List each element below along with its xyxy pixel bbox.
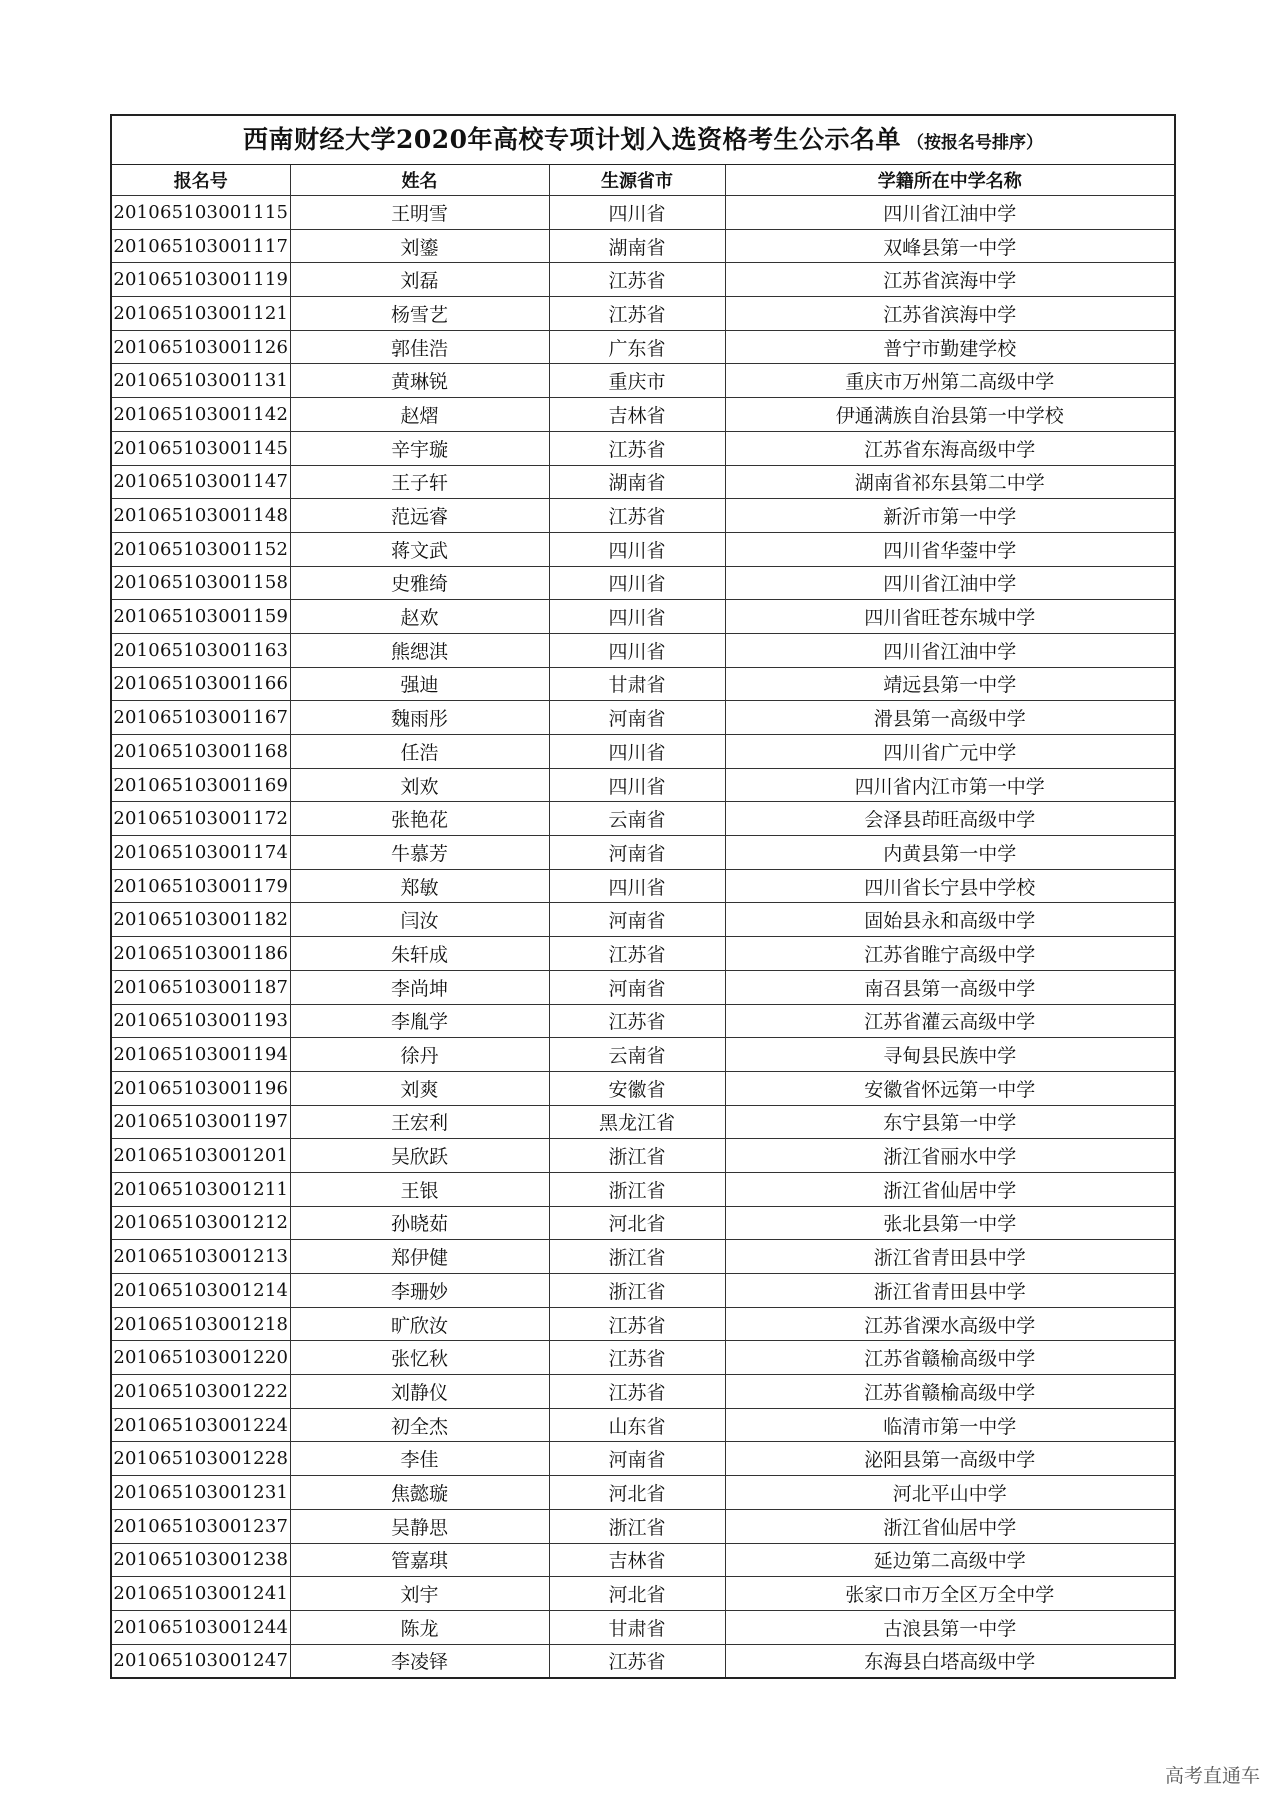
name-cell: 朱轩成 — [290, 937, 549, 971]
table-row — [112, 768, 1174, 802]
province-cell: 江苏省 — [549, 1341, 725, 1375]
name-cell: 张忆秋 — [290, 1341, 549, 1375]
province-cell: 云南省 — [549, 802, 725, 836]
school-cell: 泌阳县第一高级中学 — [725, 1442, 1174, 1476]
province-cell: 江苏省 — [549, 297, 725, 331]
school-cell: 浙江省丽水中学 — [725, 1139, 1174, 1173]
province-cell: 广东省 — [549, 330, 725, 364]
province-cell: 江苏省 — [549, 431, 725, 465]
document-title: 西南财经大学2020年高校专项计划入选资格考生公示名单 — [242, 125, 902, 154]
registration-number-cell: 201065103001182 — [112, 903, 290, 937]
registration-number-cell: 201065103001119 — [112, 263, 290, 297]
registration-number-cell: 201065103001169 — [112, 768, 290, 802]
province-cell: 河南省 — [549, 903, 725, 937]
province-cell: 江苏省 — [549, 1307, 725, 1341]
name-cell: 刘静仪 — [290, 1375, 549, 1409]
school-cell: 江苏省东海高级中学 — [725, 431, 1174, 465]
school-cell: 四川省江油中学 — [725, 566, 1174, 600]
registration-number-cell: 201065103001179 — [112, 869, 290, 903]
registration-number-cell: 201065103001193 — [112, 1004, 290, 1038]
school-cell: 内黄县第一中学 — [725, 836, 1174, 870]
table-row — [112, 1577, 1174, 1611]
table-row — [112, 1274, 1174, 1308]
school-cell: 江苏省溧水高级中学 — [725, 1307, 1174, 1341]
table-row — [112, 869, 1174, 903]
registration-number-cell: 201065103001172 — [112, 802, 290, 836]
province-cell: 山东省 — [549, 1408, 725, 1442]
province-cell: 江苏省 — [549, 1004, 725, 1038]
table-row — [112, 330, 1174, 364]
school-cell: 浙江省仙居中学 — [725, 1509, 1174, 1543]
registration-number-cell: 201065103001228 — [112, 1442, 290, 1476]
registration-number-cell: 201065103001214 — [112, 1274, 290, 1308]
registration-number-cell: 201065103001115 — [112, 196, 290, 230]
registration-number-cell: 201065103001247 — [112, 1644, 290, 1677]
school-cell: 四川省广元中学 — [725, 735, 1174, 769]
name-cell: 王宏利 — [290, 1105, 549, 1139]
school-cell: 湖南省祁东县第二中学 — [725, 465, 1174, 499]
table-row — [112, 1307, 1174, 1341]
table-row — [112, 398, 1174, 432]
registration-number-cell: 201065103001145 — [112, 431, 290, 465]
school-cell: 重庆市万州第二高级中学 — [725, 364, 1174, 398]
registration-number-cell: 201065103001166 — [112, 667, 290, 701]
table-row — [112, 970, 1174, 1004]
province-cell: 浙江省 — [549, 1139, 725, 1173]
name-cell: 焦懿璇 — [290, 1476, 549, 1510]
registration-number-cell: 201065103001167 — [112, 701, 290, 735]
table-row — [112, 1476, 1174, 1510]
name-cell: 郑敏 — [290, 869, 549, 903]
school-cell: 会泽县茚旺高级中学 — [725, 802, 1174, 836]
candidate-table — [112, 165, 1174, 1677]
school-cell: 滑县第一高级中学 — [725, 701, 1174, 735]
registration-number-cell: 201065103001131 — [112, 364, 290, 398]
table-row — [112, 701, 1174, 735]
table-row — [112, 1341, 1174, 1375]
name-cell: 王银 — [290, 1172, 549, 1206]
province-cell: 四川省 — [549, 869, 725, 903]
province-cell: 江苏省 — [549, 499, 725, 533]
name-cell: 李尚坤 — [290, 970, 549, 1004]
name-cell: 管嘉琪 — [290, 1543, 549, 1577]
province-cell: 浙江省 — [549, 1172, 725, 1206]
name-cell: 刘爽 — [290, 1071, 549, 1105]
school-cell: 临清市第一中学 — [725, 1408, 1174, 1442]
registration-number-cell: 201065103001158 — [112, 566, 290, 600]
name-cell: 吴欣跃 — [290, 1139, 549, 1173]
registration-number-cell: 201065103001218 — [112, 1307, 290, 1341]
school-cell: 江苏省滨海中学 — [725, 263, 1174, 297]
header-province: 生源省市 — [549, 165, 725, 196]
name-cell: 熊缌淇 — [290, 633, 549, 667]
name-cell: 王子轩 — [290, 465, 549, 499]
school-cell: 古浪县第一中学 — [725, 1610, 1174, 1644]
province-cell: 江苏省 — [549, 937, 725, 971]
name-cell: 陈龙 — [290, 1610, 549, 1644]
registration-number-cell: 201065103001147 — [112, 465, 290, 499]
school-cell: 四川省长宁县中学校 — [725, 869, 1174, 903]
registration-number-cell: 201065103001224 — [112, 1408, 290, 1442]
admission-list-sheet — [110, 114, 1176, 1679]
table-row — [112, 1375, 1174, 1409]
table-row — [112, 229, 1174, 263]
province-cell: 云南省 — [549, 1038, 725, 1072]
table-row — [112, 633, 1174, 667]
registration-number-cell: 201065103001238 — [112, 1543, 290, 1577]
school-cell: 浙江省青田县中学 — [725, 1274, 1174, 1308]
registration-number-cell: 201065103001220 — [112, 1341, 290, 1375]
table-row — [112, 1004, 1174, 1038]
registration-number-cell: 201065103001212 — [112, 1206, 290, 1240]
school-cell: 东海县白塔高级中学 — [725, 1644, 1174, 1677]
name-cell: 刘宇 — [290, 1577, 549, 1611]
school-cell: 四川省内江市第一中学 — [725, 768, 1174, 802]
table-row — [112, 431, 1174, 465]
school-cell: 靖远县第一中学 — [725, 667, 1174, 701]
province-cell: 湖南省 — [549, 465, 725, 499]
name-cell: 李佳 — [290, 1442, 549, 1476]
province-cell: 四川省 — [549, 600, 725, 634]
table-row — [112, 1206, 1174, 1240]
table-row — [112, 1644, 1174, 1677]
table-row — [112, 1071, 1174, 1105]
school-cell: 寻甸县民族中学 — [725, 1038, 1174, 1072]
table-row — [112, 196, 1174, 230]
school-cell: 张家口市万全区万全中学 — [725, 1577, 1174, 1611]
province-cell: 四川省 — [549, 196, 725, 230]
province-cell: 湖南省 — [549, 229, 725, 263]
table-row — [112, 1408, 1174, 1442]
name-cell: 赵欢 — [290, 600, 549, 634]
watermark: 高考直通车 — [1164, 1765, 1260, 1787]
province-cell: 河北省 — [549, 1206, 725, 1240]
province-cell: 浙江省 — [549, 1509, 725, 1543]
name-cell: 刘欢 — [290, 768, 549, 802]
table-row — [112, 903, 1174, 937]
name-cell: 杨雪艺 — [290, 297, 549, 331]
name-cell: 闫汝 — [290, 903, 549, 937]
table-row — [112, 1105, 1174, 1139]
name-cell: 辛宇璇 — [290, 431, 549, 465]
table-row — [112, 1240, 1174, 1274]
province-cell: 江苏省 — [549, 263, 725, 297]
name-cell: 牛慕芳 — [290, 836, 549, 870]
table-row — [112, 802, 1174, 836]
name-cell: 孙晓茹 — [290, 1206, 549, 1240]
province-cell: 江苏省 — [549, 1375, 725, 1409]
table-row — [112, 1543, 1174, 1577]
name-cell: 徐丹 — [290, 1038, 549, 1072]
registration-number-cell: 201065103001237 — [112, 1509, 290, 1543]
name-cell: 蒋文武 — [290, 532, 549, 566]
province-cell: 浙江省 — [549, 1240, 725, 1274]
province-cell: 四川省 — [549, 768, 725, 802]
school-cell: 江苏省滨海中学 — [725, 297, 1174, 331]
name-cell: 旷欣汝 — [290, 1307, 549, 1341]
name-cell: 张艳花 — [290, 802, 549, 836]
name-cell: 刘鎏 — [290, 229, 549, 263]
province-cell: 河南省 — [549, 970, 725, 1004]
name-cell: 李珊妙 — [290, 1274, 549, 1308]
school-cell: 四川省江油中学 — [725, 196, 1174, 230]
name-cell: 王明雪 — [290, 196, 549, 230]
school-cell: 江苏省赣榆高级中学 — [725, 1375, 1174, 1409]
school-cell: 四川省旺苍东城中学 — [725, 600, 1174, 634]
table-row — [112, 465, 1174, 499]
province-cell: 重庆市 — [549, 364, 725, 398]
name-cell: 吴静思 — [290, 1509, 549, 1543]
registration-number-cell: 201065103001126 — [112, 330, 290, 364]
school-cell: 固始县永和高级中学 — [725, 903, 1174, 937]
province-cell: 河南省 — [549, 836, 725, 870]
registration-number-cell: 201065103001168 — [112, 735, 290, 769]
province-cell: 四川省 — [549, 532, 725, 566]
province-cell: 四川省 — [549, 633, 725, 667]
header-school: 学籍所在中学名称 — [725, 165, 1174, 196]
table-header-row — [112, 165, 1174, 196]
province-cell: 四川省 — [549, 735, 725, 769]
table-row — [112, 532, 1174, 566]
table-row — [112, 1442, 1174, 1476]
province-cell: 江苏省 — [549, 1644, 725, 1677]
table-row — [112, 836, 1174, 870]
province-cell: 浙江省 — [549, 1274, 725, 1308]
name-cell: 初全杰 — [290, 1408, 549, 1442]
document-subtitle: （按报名号排序） — [907, 133, 1044, 153]
registration-number-cell: 201065103001187 — [112, 970, 290, 1004]
table-row — [112, 364, 1174, 398]
name-cell: 范远睿 — [290, 499, 549, 533]
school-cell: 江苏省赣榆高级中学 — [725, 1341, 1174, 1375]
registration-number-cell: 201065103001186 — [112, 937, 290, 971]
school-cell: 江苏省睢宁高级中学 — [725, 937, 1174, 971]
header-registration-number: 报名号 — [112, 165, 290, 196]
school-cell: 四川省江油中学 — [725, 633, 1174, 667]
name-cell: 强迪 — [290, 667, 549, 701]
table-row — [112, 263, 1174, 297]
school-cell: 江苏省灌云高级中学 — [725, 1004, 1174, 1038]
province-cell: 安徽省 — [549, 1071, 725, 1105]
school-cell: 双峰县第一中学 — [725, 229, 1174, 263]
table-row — [112, 667, 1174, 701]
school-cell: 普宁市勤建学校 — [725, 330, 1174, 364]
table-row — [112, 1509, 1174, 1543]
province-cell: 甘肃省 — [549, 1610, 725, 1644]
registration-number-cell: 201065103001231 — [112, 1476, 290, 1510]
table-row — [112, 297, 1174, 331]
registration-number-cell: 201065103001201 — [112, 1139, 290, 1173]
name-cell: 魏雨彤 — [290, 701, 549, 735]
registration-number-cell: 201065103001121 — [112, 297, 290, 331]
registration-number-cell: 201065103001213 — [112, 1240, 290, 1274]
school-cell: 延边第二高级中学 — [725, 1543, 1174, 1577]
province-cell: 河北省 — [549, 1577, 725, 1611]
registration-number-cell: 201065103001194 — [112, 1038, 290, 1072]
table-row — [112, 499, 1174, 533]
school-cell: 张北县第一中学 — [725, 1206, 1174, 1240]
school-cell: 浙江省仙居中学 — [725, 1172, 1174, 1206]
name-cell: 任浩 — [290, 735, 549, 769]
registration-number-cell: 201065103001244 — [112, 1610, 290, 1644]
province-cell: 吉林省 — [549, 1543, 725, 1577]
name-cell: 赵熠 — [290, 398, 549, 432]
registration-number-cell: 201065103001196 — [112, 1071, 290, 1105]
name-cell: 史雅绮 — [290, 566, 549, 600]
table-row — [112, 1139, 1174, 1173]
school-cell: 新沂市第一中学 — [725, 499, 1174, 533]
province-cell: 河南省 — [549, 701, 725, 735]
table-row — [112, 1038, 1174, 1072]
table-row — [112, 1610, 1174, 1644]
table-row — [112, 600, 1174, 634]
table-row — [112, 735, 1174, 769]
registration-number-cell: 201065103001222 — [112, 1375, 290, 1409]
school-cell: 浙江省青田县中学 — [725, 1240, 1174, 1274]
school-cell: 四川省华蓥中学 — [725, 532, 1174, 566]
province-cell: 甘肃省 — [549, 667, 725, 701]
province-cell: 黑龙江省 — [549, 1105, 725, 1139]
table-row — [112, 566, 1174, 600]
table-row — [112, 1172, 1174, 1206]
registration-number-cell: 201065103001117 — [112, 229, 290, 263]
name-cell: 郑伊健 — [290, 1240, 549, 1274]
province-cell: 河北省 — [549, 1476, 725, 1510]
school-cell: 东宁县第一中学 — [725, 1105, 1174, 1139]
header-name: 姓名 — [290, 165, 549, 196]
province-cell: 河南省 — [549, 1442, 725, 1476]
registration-number-cell: 201065103001241 — [112, 1577, 290, 1611]
registration-number-cell: 201065103001163 — [112, 633, 290, 667]
registration-number-cell: 201065103001174 — [112, 836, 290, 870]
name-cell: 郭佳浩 — [290, 330, 549, 364]
name-cell: 李胤学 — [290, 1004, 549, 1038]
registration-number-cell: 201065103001152 — [112, 532, 290, 566]
registration-number-cell: 201065103001211 — [112, 1172, 290, 1206]
school-cell: 河北平山中学 — [725, 1476, 1174, 1510]
table-row — [112, 937, 1174, 971]
school-cell: 南召县第一高级中学 — [725, 970, 1174, 1004]
registration-number-cell: 201065103001197 — [112, 1105, 290, 1139]
province-cell: 吉林省 — [549, 398, 725, 432]
name-cell: 黄琳锐 — [290, 364, 549, 398]
table-body — [112, 196, 1174, 1678]
school-cell: 伊通满族自治县第一中学校 — [725, 398, 1174, 432]
registration-number-cell: 201065103001148 — [112, 499, 290, 533]
province-cell: 四川省 — [549, 566, 725, 600]
name-cell: 李凌铎 — [290, 1644, 549, 1677]
registration-number-cell: 201065103001159 — [112, 600, 290, 634]
registration-number-cell: 201065103001142 — [112, 398, 290, 432]
school-cell: 安徽省怀远第一中学 — [725, 1071, 1174, 1105]
name-cell: 刘磊 — [290, 263, 549, 297]
document-title-bar — [112, 116, 1174, 165]
